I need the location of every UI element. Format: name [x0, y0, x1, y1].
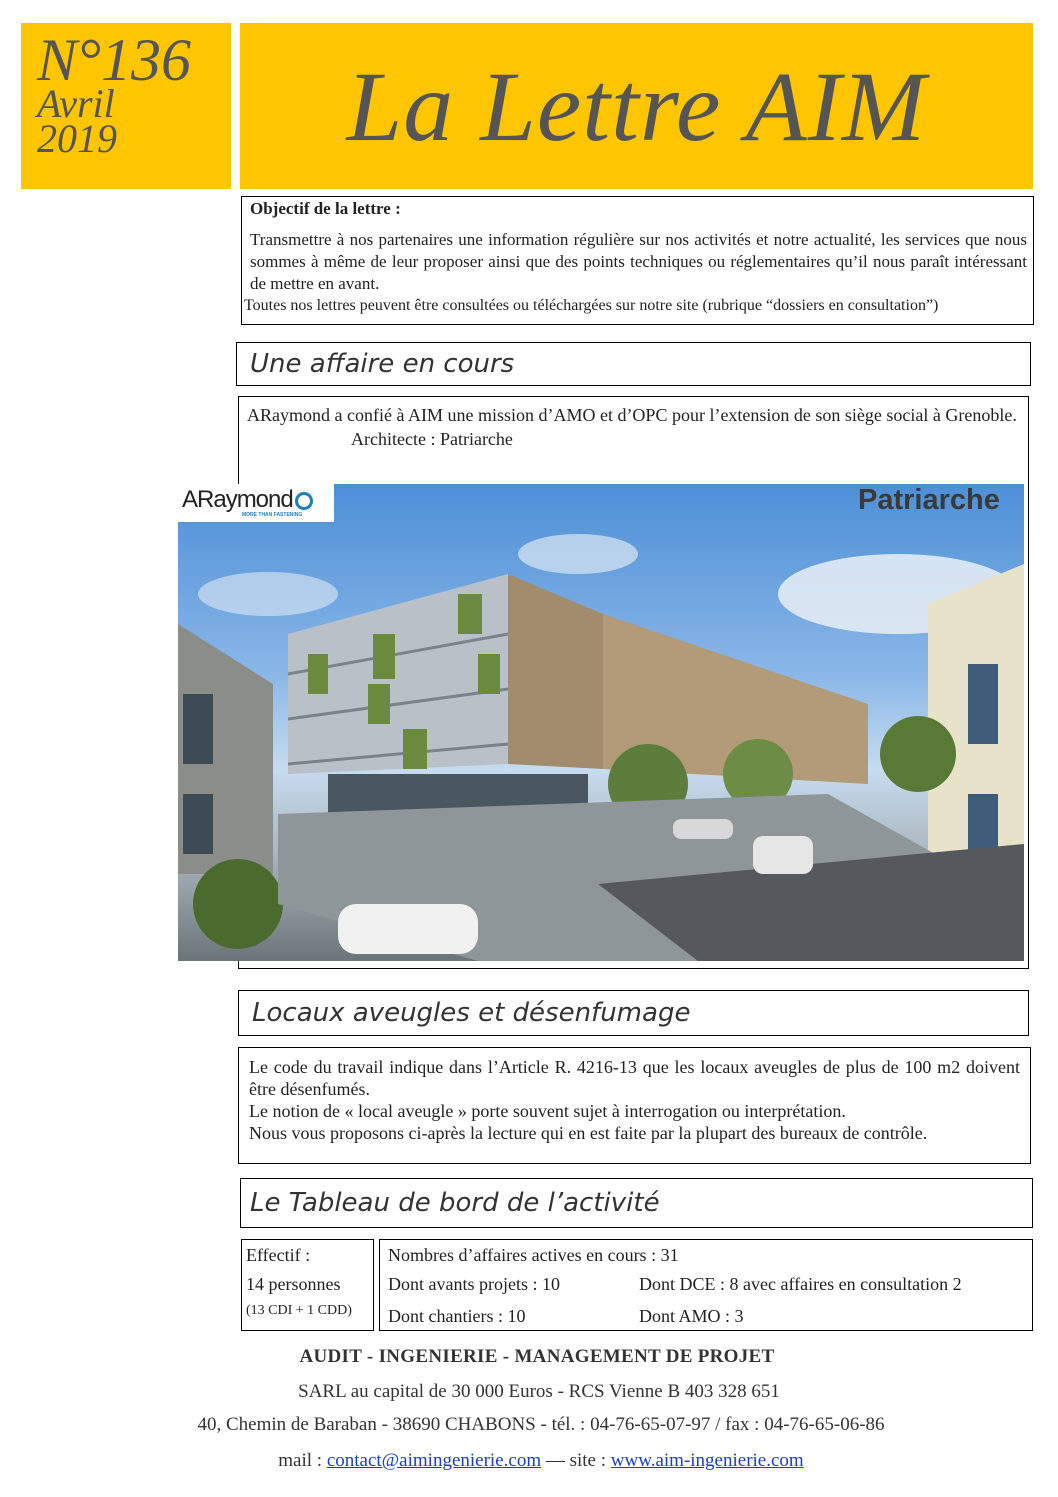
newsletter-title: La Lettre AIM [346, 50, 927, 162]
objective-body: Transmettre à nos partenaires une information régulière sur nos activités et notre actualité, les services que nous sommes à même de leur proposer ainsi que des points techniques ou réglementaires qu’il nous paraît intéressant de mettre en avant. [250, 230, 1027, 293]
footer-site-label: — site : [541, 1450, 611, 1471]
title-banner [240, 23, 1033, 189]
stats-row [388, 1300, 1024, 1332]
footer-address: 40, Chemin de Baraban - 38690 CHABONS - tél. : 04-76-65-07-97 / fax : 04-76-65-06-86 [197, 1414, 885, 1435]
affaire-architect: Architecte : Patriarche [351, 429, 513, 449]
locaux-line: Le code du travail indique dans l’Article R. 4216-13 que les locaux aveugles de plus de 100 m2 doivent être désenfumés. [249, 1057, 1020, 1099]
section-heading-tableau-text: Le Tableau de bord de l’activité [250, 1188, 660, 1218]
araymond-logo-text: ARaymond [182, 486, 293, 513]
araymond-logo-tagline: MORE THAN FASTENING [242, 512, 303, 518]
objective-heading: Objectif de la lettre : [250, 199, 401, 218]
building-render-svg [178, 484, 1024, 961]
site-link[interactable]: www.aim-ingenierie.com [610, 1450, 804, 1471]
locaux-line: Nous vous proposons ci-après la lecture qui en est faite par la plupart des bureaux de contrôle. [249, 1123, 928, 1143]
effectif-value: 14 personnes [246, 1274, 341, 1294]
locaux-line: Le notion de « local aveugle » porte souvent sujet à interrogation ou interprétation. [249, 1101, 846, 1121]
stat-avant-projets: Dont avants projets : 10 [388, 1274, 560, 1294]
section-heading-affaire [236, 342, 1031, 386]
objective-note: Toutes nos lettres peuvent être consultées ou téléchargées sur notre site (rubrique “dossiers en consultation”) [244, 297, 939, 314]
footer-tagline: AUDIT - INGENIERIE - MANAGEMENT DE PROJET [299, 1346, 775, 1367]
footer-mail-label: mail : [278, 1450, 327, 1471]
stat-amo: Dont AMO : 3 [639, 1306, 744, 1326]
footer-contact [12, 1450, 1058, 1472]
stat-active: Nombres d’affaires actives en cours : 31 [388, 1245, 679, 1265]
building-render-image [178, 484, 1024, 961]
stats-row [388, 1268, 1024, 1300]
architect-brand-label: Patriarche [858, 484, 1000, 516]
affaire-body: ARaymond a confié à AIM une mission d’AMO et d’OPC pour l’extension de son siège social à Grenoble. [247, 405, 1017, 425]
issue-badge [21, 23, 231, 189]
stat-dce: Dont DCE : 8 avec affaires en consultation 2 [639, 1274, 962, 1294]
section-heading-tableau [240, 1178, 1033, 1228]
issue-month: Avril [37, 81, 115, 126]
effectif-box [241, 1239, 374, 1331]
stat-chantiers: Dont chantiers : 10 [388, 1306, 526, 1326]
section-heading-affaire-text: Une affaire en cours [250, 349, 515, 379]
logo-ring-icon [295, 492, 313, 510]
mail-link[interactable]: contact@aimingenierie.com [326, 1450, 542, 1471]
stats-box [379, 1239, 1033, 1331]
effectif-label: Effectif : [246, 1245, 311, 1265]
effectif-detail: (13 CDI + 1 CDD) [246, 1303, 352, 1318]
araymond-logo [178, 484, 334, 522]
section-heading-locaux-text: Locaux aveugles et désenfumage [252, 998, 691, 1028]
issue-number: N°136 [37, 27, 192, 93]
footer-company: SARL au capital de 30 000 Euros - RCS Vienne B 403 328 651 [298, 1381, 780, 1402]
section-heading-locaux [238, 990, 1029, 1036]
issue-year: 2019 [37, 116, 117, 161]
stats-row [388, 1242, 1024, 1268]
locaux-box [238, 1047, 1031, 1164]
objective-box [241, 196, 1034, 325]
